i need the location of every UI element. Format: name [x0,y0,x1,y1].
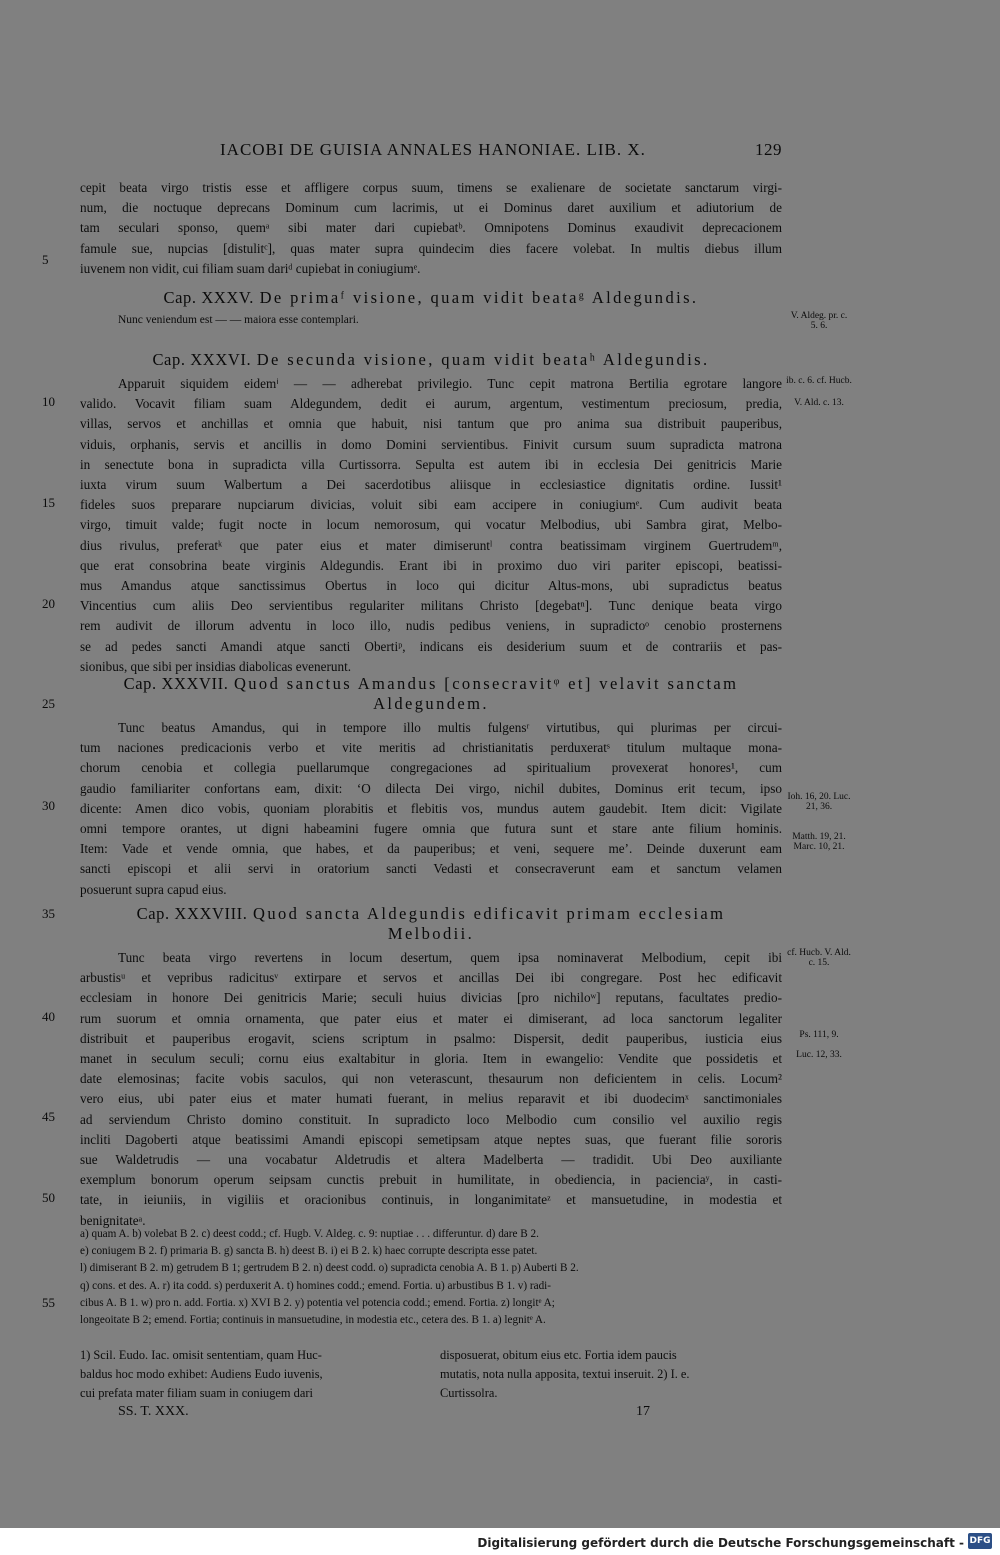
chapter-title: De secunda visione, quam vidit beataʰ Aldegundis. [256,350,710,369]
text-line: mus Amandus atque sanctissimus Obertus in loco qui dicitur Altus-mons, ubi supradictus beatus [80,578,782,594]
line-number: 5 [42,252,49,267]
chapter-heading-36 [80,350,782,370]
text-line: arbustisᵘ et vepribus radicitusᵛ extirpare et servos et ancillas Dei ibi congregare. Post hec edificavit [80,970,782,986]
chapter-heading-38 [80,904,782,944]
text-line: omni tempore orantes, ut digni habeamini fugere omnia que futura sunt et stare ante filium hominis. [80,821,782,837]
intro-paragraph [80,178,782,279]
chapter-heading-35 [80,288,782,308]
text-line: sue Waldetrudis — una vocabatur Aldetrudis et altera Madelberta — tradidit. Ubi Deo auxiliante [80,1152,782,1168]
text-line: que erat consobrina beate virginis Aldegundis. Erant ibi in proximo duo viri pariter episcopi, beatissi- [80,557,782,573]
text-line: iuxta virum suum Walbertum a Dei sacerdotibus aliisque in ecclesiastice dignitatis ordine. Iussit¹ [80,477,782,493]
text-line: Vincentius cum aliis Deo servientibus regulariter militans Christo [degebatⁿ]. Tunc denique beata virgo [80,598,782,614]
apparatus-line: q) cons. et des. A. r) ita codd. s) perduxerit A. t) homines codd.; emend. Fortia. u) arbustibus B 1. v) radi- [80,1279,552,1292]
line-number: 15 [42,495,55,510]
text-line: chorum cenobia et collegia puellarumque congregaciones ad spiritualium provexerat honores¹, cum [80,760,782,776]
margin-note: V. Ald. c. 13. [794,398,844,408]
chapter-36-body [80,374,782,677]
text-line: gaudio familiariter confortans eam, dixit: ‘O dilecta Dei virgo, nichil dubites, Dominus erit tecum, ipso [80,780,782,796]
footnote-line: Curtissolra. [440,1386,498,1400]
text-line: tam seculari sponso, quemᵃ sibi mater dari cupiebatᵇ. Omnipotens Dominus exaudivit deprecacionem [80,220,782,236]
margin-note: Ps. 111, 9. [799,1030,839,1040]
text-line: exemplum bonorum operum seipsam cunctis prebuit in humilitate, in obediencia, in pacienciaʸ, in casti- [80,1172,782,1188]
chapter-number: Cap. XXXVII. [123,674,229,693]
text-line: benignitateᵃ. [80,1212,146,1228]
margin-note: ib. c. 6. cf. Hucb. [786,376,852,386]
text-line: in senectute bona in supradicta villa Curtissorra. Sepulta est autem ibi in ecclesia Dei genitricis Marie [80,456,782,472]
running-header [80,140,782,166]
text-line: dius rivulus, preferatᵏ que pater eius et mater dimiseruntˡ contra beatissimam virginem Guertrudemᵐ, [80,537,782,553]
text-line: distribuit et pauperibus erogavit, sciens scriptum in psalmo: Dispersit, dedit pauperibus, iusticia eius [80,1030,782,1046]
text-line: incliti Dagoberti atque beatissimi Amandi episcopi semetipsam atque neptes suas, que fuerant filie sororis [80,1131,782,1147]
text-line: ecclesiam in honore Dei genitricis Marie; seculi huius divicias [pro nichiloʷ] reputans, facultates predio- [80,990,782,1006]
text-line: tate, in ieiuniis, in vigiliis et oracionibus continuis, in longanimitateᶻ et mansuetudine, in modestia et [80,1192,782,1208]
text-line: ad serviendum Christo domino constituit. In supradicto loco Melbodio cum consilio vel auxilio regis [80,1111,782,1127]
text-line: Apparuit siquidem eidemⁱ — — adherebat privilegio. Tunc cepit matrona Bertilia egrotare langore [118,376,782,391]
text-line: fideles suos preparare nupciarum divicias, voluit sibi eam accipere in coniugiumᵉ. Cum audivit beata [80,497,782,513]
margin-note: cf. Hucb. V. Ald. c. 15. [787,948,851,968]
line-number: 50 [42,1190,55,1205]
funding-notice: Digitalisierung gefördert durch die Deutsche Forschungsgemeinschaft - [477,1536,964,1550]
text-line: famule sue, nupcias [distulitᶜ], quas mater supra quindecim dies facere volebat. In multis diebus illum [80,240,782,256]
text-line: Tunc beata virgo revertens in locum desertum, quem ipsa nominaverat Melbodium, cepit ibi [118,950,782,965]
chapter-35-abbreviated-text: Nunc veniendum est — — maiora esse contemplari. [118,314,359,326]
text-line: se ad pedes sancti Amandi atque sancti Obertiᵖ, indicans eis desiderium suum et de contrariis et pas- [80,638,782,654]
chapter-number: Cap. XXXVIII. [136,904,248,923]
footnotes-right-column [440,1346,782,1403]
margin-note: Ioh. 16, 20. Luc. 21, 36. [787,792,851,812]
apparatus-line: l) dimiserant B 2. m) getrudem B 1; gertrudem B 2. n) deest codd. o) supradicta cenobia A. B 1. p) Auberti B 2. [80,1262,579,1275]
text-line: manet in seculum seculi; cornu eius exaltabitur in gloria. Item in ewangelio: Vendite que possidetis et [80,1051,782,1067]
signature-series: SS. T. XXX. [118,1404,189,1419]
line-number: 55 [42,1295,55,1310]
text-line: viduis, orphanis, servis et ancillis in domo Domini servientibus. Finivit cursum suum supradicta matrona [80,436,782,452]
apparatus-line: a) quam A. b) volebat B 2. c) deest codd.; cf. Hugb. V. Aldeg. c. 9: nuptiae . . . differuntur. d) dare B 2. [80,1228,539,1240]
chapter-38-body [80,948,782,1231]
footnote-line: disposuerat, obitum eius etc. Fortia idem paucis [440,1348,677,1362]
text-line: num, die noctuque deprecans Dominum cum lacrimis, ut ei Dominus daret auxilium et adiutorium de [80,200,782,216]
text-line: Tunc beatus Amandus, qui in tempore illo multis fulgensʳ virtutibus, qui plurimas per circui- [118,720,782,735]
text-line: dicente: Amen dico vobis, quoniam plorabitis et flebitis vos, mundus autem gaudebit. Item dicit: Vigilate [80,800,782,816]
footnote-line: mutatis, nota nulla apposita, textui inseruit. 2) I. e. [440,1367,690,1381]
critical-apparatus [80,1226,782,1329]
chapter-number: Cap. XXXV. [163,288,255,307]
text-line: tum naciones predicacionis verbo et vite meritis ad christianitatis perduxeratˢ titulum multaque mona- [80,740,782,756]
apparatus-line: longeoitate B 2; emend. Fortia; continuis in mansuetudine, in modestia etc., cetera des. B 1. a) legnitᵉ A. [80,1314,546,1327]
text-line: sionibus, que sibi per insidias diabolicas evenerunt. [80,658,352,674]
chapter-title-continued: Melbodii. [387,924,475,943]
text-line: date elemosinas; facite vobis saculos, qui non veterascunt, thesaurum non deficientem in celis. Locum² [80,1071,782,1087]
text-line: virgo, timuit valde; fugit nocte in locum nemorosum, qui vocatur Melbodius, ubi Sambra girat, Melbo- [80,517,782,533]
running-title: IACOBI DE GUISIA ANNALES HANONIAE. LIB. X. [220,140,646,159]
line-number: 10 [42,394,55,409]
footnote-line: cui prefata mater filiam suam in coniugem dari [80,1386,313,1400]
line-number: 25 [42,696,55,711]
footnote-line: 1) Scil. Eudo. Iac. omisit sententiam, quam Huc- [80,1348,322,1362]
text-line: rem audivit de illorum adventu in loco illo, nudis pedibus veniens, in supradictoᵒ cenobio prosternens [80,618,782,634]
line-number: 35 [42,906,55,921]
line-number: 30 [42,798,55,813]
line-number: 40 [42,1009,55,1024]
text-line: rum suorum et omnia ornamenta, que pater eius et mater ei dimiserant, ad loca sanctorum legaliter [80,1010,782,1026]
margin-note: Matth. 19, 21. Marc. 10, 21. [792,832,846,852]
signature-number: 17 [636,1404,650,1419]
text-line: cepit beata virgo tristis esse et affligere corpus suum, timens se exalienare de societate sanctarum virgi- [80,180,782,195]
text-line: vero eius, ubi pater eius et mater humati fuerant, in melius reparavit et ibi duodecimˣ sanctimoniales [80,1091,782,1107]
text-line: Item: Vade et vende omnia, que habes, et da pauperibus; et veni, sequere me’. Deinde duxerunt eam [80,841,782,857]
chapter-title-continued: Aldegundem. [373,694,489,713]
text-line: villas, servos et anchillas et omnia que habuit, nisi tantum que pro anima sua distribuit pauperibus, [80,416,782,432]
chapter-heading-37 [80,674,782,714]
dfg-logo-icon: DFG [968,1533,992,1549]
footnote-line: baldus hoc modo exhibet: Audiens Eudo iuvenis, [80,1367,323,1381]
line-number: 45 [42,1109,55,1124]
chapter-title: Quod sancta Aldegundis edificavit primam ecclesiam [253,904,726,923]
text-line: sancti episcopi et alii servi in oratorium sancti Vedasti et consecraverunt eam et sanctum velamen [80,861,782,877]
apparatus-line: cibus A. B 1. w) pro n. add. Fortia. x) XVI B 2. y) potentia vel potencia codd.; emend. Fortia. z) longitᵉ A; [80,1296,555,1309]
page-number: 129 [755,140,782,159]
text-line: posuerunt supra capud eius. [80,881,227,897]
margin-note: Luc. 12, 33. [796,1050,842,1060]
chapter-37-body [80,718,782,900]
chapter-number: Cap. XXXVI. [152,350,252,369]
apparatus-line: e) coniugem B 2. f) primaria B. g) sancta B. h) deest B. i) ei B 2. k) haec corrupte descripta esse patet. [80,1245,538,1258]
footnotes-left-column [80,1346,425,1403]
margin-note: V. Aldeg. pr. c. 5. 6. [790,311,848,331]
line-number: 20 [42,596,55,611]
chapter-title: Quod sanctus Amandus [consecravitᵠ et] velavit sanctam [233,674,739,693]
text-line: iuvenem non vidit, cui filiam suam dariᵈ cupiebat in coniugiumᵉ. [80,260,421,276]
chapter-title: De primaᶠ visione, quam vidit beataᵍ Aldegundis. [259,288,699,307]
text-line: valido. Vocavit filiam suam Aldegundem, dedit ei aurum, argentum, vestimentum preciosum, predia, [80,396,782,412]
